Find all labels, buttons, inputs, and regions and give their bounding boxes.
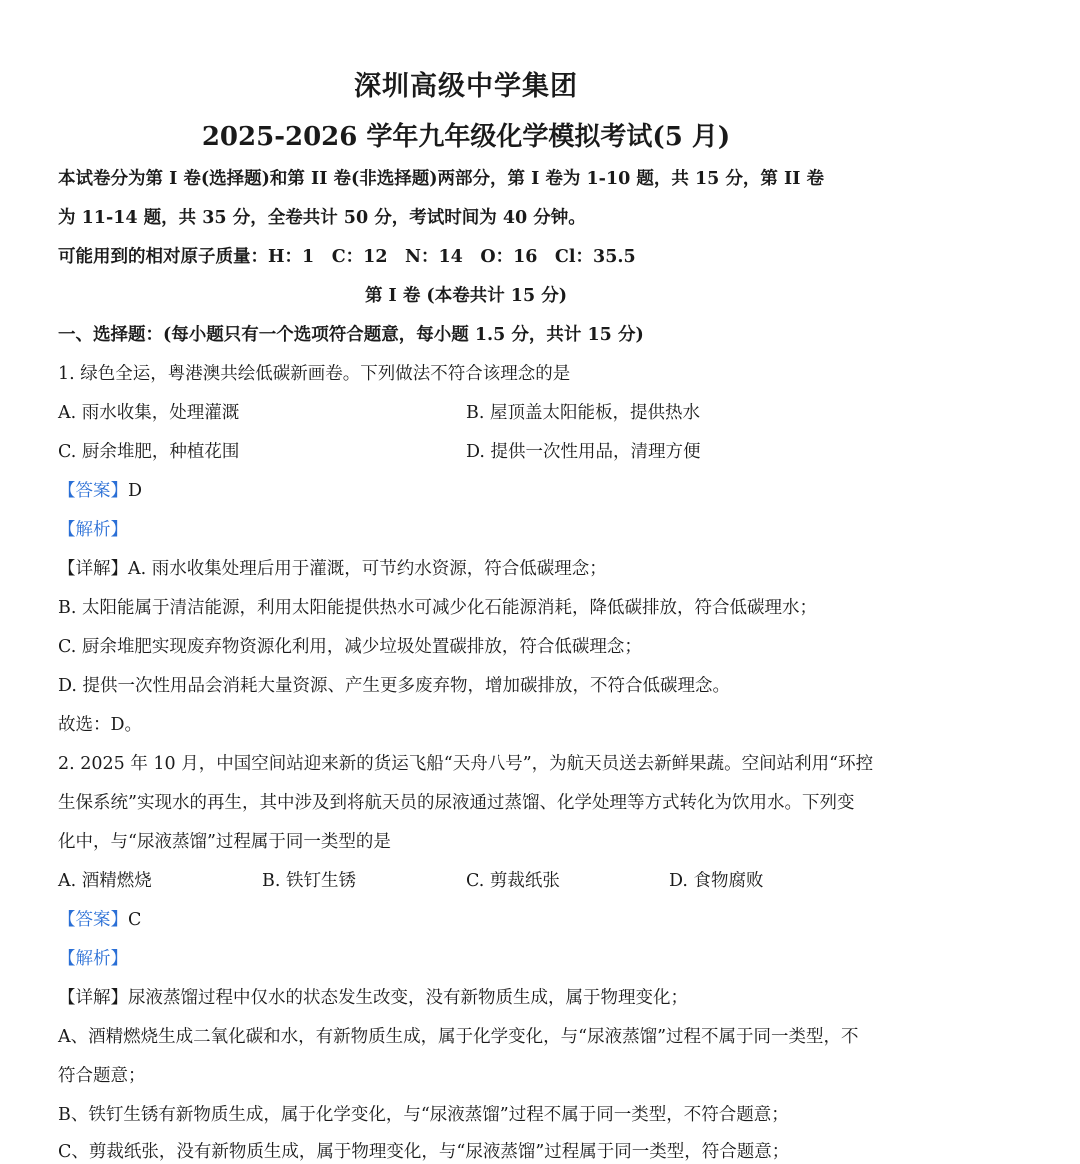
q1-option-c: C. 厨余堆肥，种植花围	[58, 442, 240, 462]
q2-detail-main: 尿液蒸馏过程中仅水的状态发生改变，没有新物质生成，属于物理变化；	[128, 988, 688, 1008]
atomic-mass-line: 可能用到的相对原子质量：H：1 C：12 N：14 O：16 Cl：35.5	[58, 247, 636, 267]
q1-option-b: B. 屋顶盖太阳能板，提供热水	[466, 403, 700, 423]
q2-detail-a-2: 符合题意；	[58, 1066, 146, 1086]
q1-conclusion: 故选：D。	[58, 715, 143, 735]
q2-option-d: D. 食物腐败	[669, 871, 764, 891]
section-heading: 一、选择题：(每小题只有一个选项符合题意，每小题 1.5 分，共计 15 分)	[58, 325, 644, 345]
q1-analysis-tag: 【解析】	[58, 520, 128, 540]
intro-line-2: 为 11-14 题，共 35 分，全卷共计 50 分，考试时间为 40 分钟。	[58, 208, 586, 228]
q2-option-b: B. 铁钉生锈	[262, 871, 356, 891]
q1-detail-b: B. 太阳能属于清洁能源，利用太阳能提供热水可减少化石能源消耗，降低碳排放，符合低碳理水；	[58, 598, 817, 618]
q1-answer: D	[128, 481, 143, 501]
q1-detail-tag: 【详解】	[58, 559, 128, 579]
q2-option-a: A. 酒精燃烧	[58, 871, 152, 891]
q2-answer-tag: 【答案】	[58, 910, 128, 930]
q1-detail-a-row	[58, 557, 607, 581]
q1-option-a: A. 雨水收集，处理灌溉	[58, 403, 240, 423]
school-title: 深圳高级中学集团	[354, 71, 578, 102]
q1-detail-c: C. 厨余堆肥实现废弃物资源化利用，减少垃圾处置碳排放，符合低碳理念；	[58, 637, 642, 657]
q1-detail-d: D. 提供一次性用品会消耗大量资源、产生更多废弃物，增加碳排放，不符合低碳理念。	[58, 676, 731, 696]
q1-answer-tag: 【答案】	[58, 481, 128, 501]
q2-detail-b: B、铁钉生锈有新物质生成，属于化学变化，与“尿液蒸馏”过程不属于同一类型，不符合题意；	[58, 1105, 789, 1125]
q2-detail-a-1: A、酒精燃烧生成二氧化碳和水，有新物质生成，属于化学变化，与“尿液蒸馏”过程不属于同一类型，不	[58, 1027, 859, 1047]
q2-option-c: C. 剪裁纸张	[466, 871, 560, 891]
q2-answer: C	[128, 910, 142, 930]
part1-heading: 第 I 卷 (本卷共计 15 分)	[364, 286, 568, 306]
q2-stem-3: 化中，与“尿液蒸馏”过程属于同一类型的是	[58, 832, 391, 852]
q2-stem-2: 生保系统”实现水的再生，其中涉及到将航天员的尿液通过蒸馏、化学处理等方式转化为饮用水。下列变	[58, 793, 855, 813]
q2-detail-c: C、剪裁纸张，没有新物质生成，属于物理变化，与“尿液蒸馏”过程属于同一类型，符合题意；	[58, 1142, 790, 1162]
intro-line-1: 本试卷分为第 I 卷(选择题)和第 II 卷(非选择题)两部分，第 I 卷为 1-10 题，共 15 分，第 II 卷	[58, 169, 824, 189]
q2-stem-1: 2. 2025 年 10 月，中国空间站迎来新的货运飞船“天舟八号”，为航天员送去新鲜果蔬。空间站利用“环控	[58, 754, 874, 774]
q2-detail-main-row	[58, 986, 688, 1010]
q1-option-d: D. 提供一次性用品，清理方便	[466, 442, 701, 462]
q2-answer-row	[58, 908, 141, 932]
q1-answer-row	[58, 479, 142, 503]
q2-analysis-tag: 【解析】	[58, 949, 128, 969]
q1-detail-a: A. 雨水收集处理后用于灌溉，可节约水资源，符合低碳理念；	[128, 559, 607, 579]
exam-title: 2025-2026 学年九年级化学模拟考试(5 月)	[201, 122, 731, 152]
q2-analysis-row	[58, 947, 128, 971]
q1-analysis-row	[58, 518, 128, 542]
q2-detail-tag: 【详解】	[58, 988, 128, 1008]
q1-stem: 1. 绿色全运，粤港澳共绘低碳新画卷。下列做法不符合该理念的是	[58, 364, 571, 384]
